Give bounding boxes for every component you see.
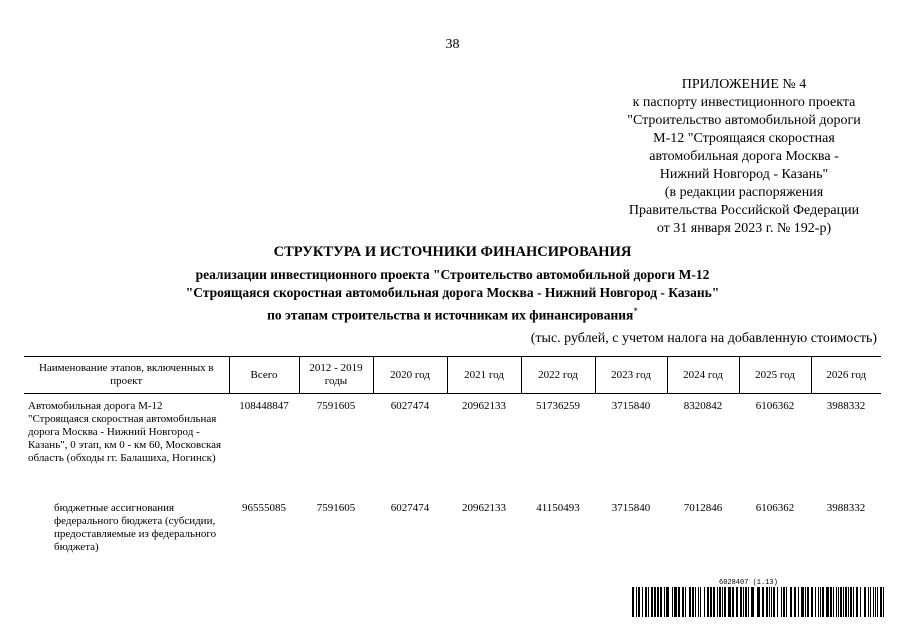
- table-cell: 3715840: [611, 502, 651, 514]
- table-cell: 7012846: [683, 502, 723, 514]
- table-cell: 51736259: [536, 400, 580, 412]
- stage-name: Автомобильная дорога М-12 "Строящаяся скоростная автомобильная дорога Москва - Нижний Новгород - Казань", 0 этап, км 0 - км 60, Московская область (обходы гг. Балашиха, Ногинск): [28, 400, 222, 464]
- subtitle-line-text: по этапам строительства и источникам их финансирования: [267, 307, 634, 323]
- annex-line: ПРИЛОЖЕНИЕ № 4: [681, 77, 807, 92]
- annex-line: от 31 января 2023 г. № 192-р): [656, 221, 832, 236]
- annex-line: автомобильная дорога Москва -: [649, 149, 839, 164]
- column-header: 2026 год: [811, 357, 881, 394]
- table-cell: 6106362: [755, 400, 795, 412]
- table-cell: 6106362: [755, 502, 795, 514]
- annex-line: Нижний Новгород - Казань": [659, 167, 829, 182]
- financing-table: [24, 356, 881, 554]
- column-header: 2024 год: [667, 357, 739, 394]
- footnote-mark: *: [633, 306, 638, 316]
- table-cell: 6027474: [390, 502, 430, 514]
- barcode-label: 6028407 (1.13): [719, 579, 778, 587]
- column-header: 2021 год: [447, 357, 521, 394]
- table-cell: 20962133: [462, 400, 506, 412]
- column-header: Наименование этапов, включенных в проект: [24, 357, 229, 394]
- column-header: 2020 год: [373, 357, 447, 394]
- annex-header: [594, 76, 894, 238]
- table-cell: 96555085: [242, 502, 286, 514]
- column-header: 2012 - 2019 годы: [299, 357, 373, 394]
- table-cell: 3715840: [611, 400, 651, 412]
- funding-source-name: бюджетные ассигнования федерального бюджета (субсидии, предоставляемые из федерального бюджета): [54, 502, 217, 553]
- table-cell: 41150493: [536, 502, 580, 514]
- subtitle-line: "Строящаяся скоростная автомобильная дорога Москва - Нижний Новгород - Казань": [185, 285, 720, 300]
- table-cell: 8320842: [683, 400, 723, 412]
- annex-line: (в редакции распоряжения: [664, 185, 824, 200]
- annex-line: "Строительство автомобильной дороги: [627, 113, 861, 128]
- page-number: 38: [445, 37, 460, 52]
- column-header: 2023 год: [595, 357, 667, 394]
- barcode-icon: [632, 587, 884, 617]
- table-header-row: [24, 357, 881, 394]
- table-cell: 3988332: [826, 502, 866, 514]
- table-cell: 20962133: [462, 502, 506, 514]
- table-cell: 108448847: [239, 400, 289, 412]
- column-header: 2025 год: [739, 357, 811, 394]
- subtitle-line: [0, 302, 905, 325]
- document-title: СТРУКТУРА И ИСТОЧНИКИ ФИНАНСИРОВАНИЯ: [273, 244, 632, 260]
- document-subtitle: [0, 266, 905, 325]
- column-header: Всего: [229, 357, 299, 394]
- column-header: 2022 год: [521, 357, 595, 394]
- annex-line: Правительства Российской Федерации: [628, 203, 860, 218]
- table-cell: 3988332: [826, 400, 866, 412]
- table-cell: 7591605: [316, 400, 356, 412]
- table-cell: 7591605: [316, 502, 356, 514]
- annex-line: к паспорту инвестиционного проекта: [632, 95, 856, 110]
- units-note: (тыс. рублей, с учетом налога на добавленную стоимость): [530, 331, 877, 346]
- table-row: [24, 498, 881, 554]
- annex-line: М-12 "Строящаяся скоростная: [653, 131, 835, 146]
- table-row: [24, 394, 881, 499]
- table-cell: 6027474: [390, 400, 430, 412]
- subtitle-line: реализации инвестиционного проекта "Строительство автомобильной дороги М-12: [195, 267, 710, 282]
